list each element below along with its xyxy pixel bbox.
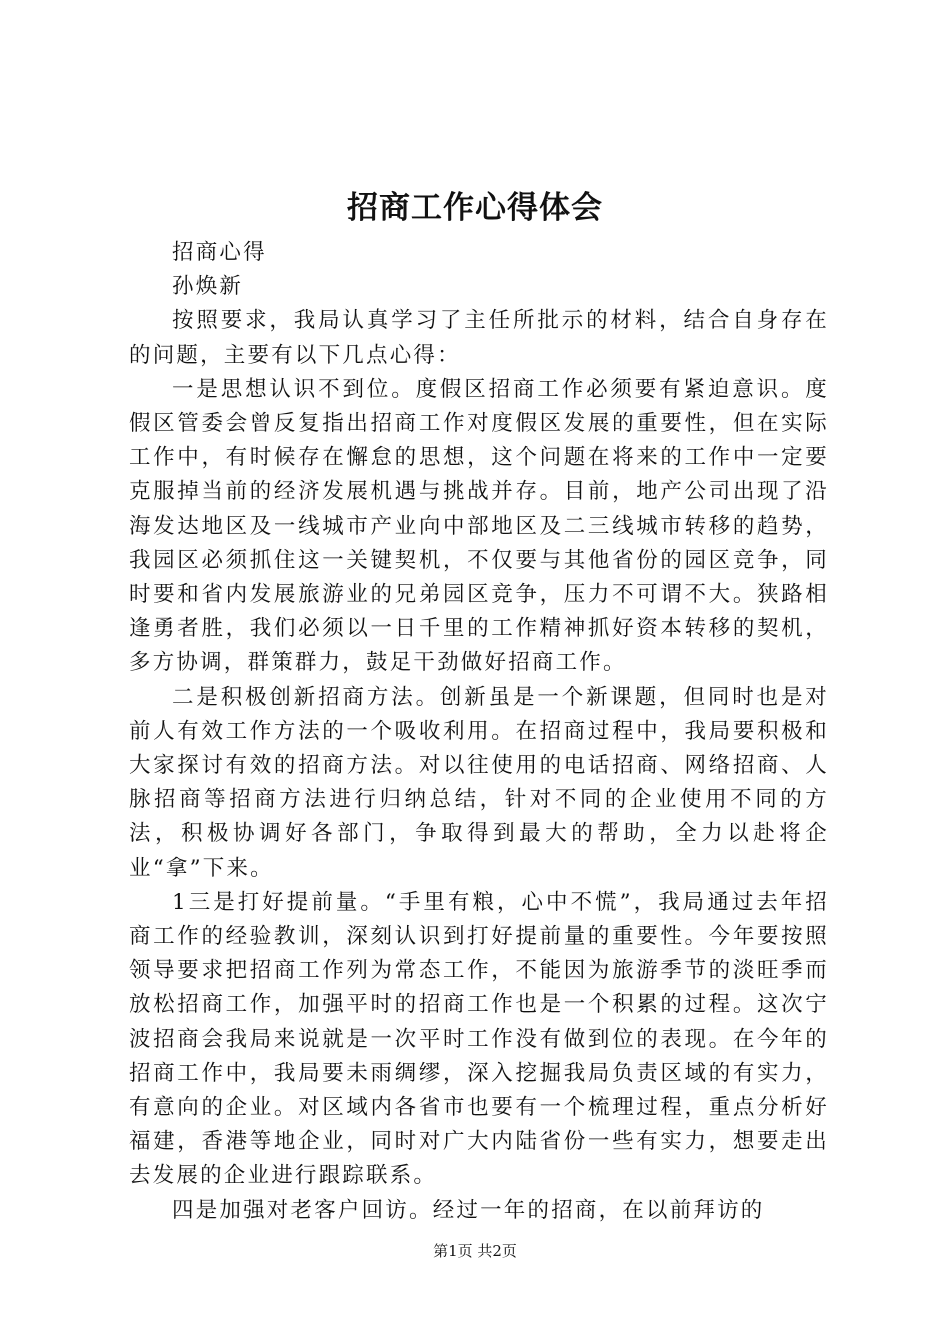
page-number-footer: 第1页 共2页 — [433, 1242, 517, 1260]
subtitle-line: 招商心得 — [172, 240, 267, 265]
paragraph-point-3: 1三是打好提前量。“手里有粮，心中不慌”，我局通过去年招商工作的经验教训，深刻认识到打好提前量的重要性。今年要按照领导要求把招商工作列为常态工作，不能因为旅游季节的淡旺季而放松招商工作，加强平时的招商工作也是一个积累的过程。这次宁波招商会我局来说就是一次平时工作没有做到位的表现。在今年的招商工作中，我局要未雨绸缪，深入挖掘我局负责区域的有实力，有意向的企业。对区域内各省市也要有一个梳理过程，重点分析好福建，香港等地企业，同时对广大内陆省份一些有实力，想要走出去发展的企业进行跟踪联系。 — [129, 889, 829, 1189]
document-body — [129, 236, 829, 1228]
paragraph-point-2: 二是积极创新招商方法。创新虽是一个新课题，但同时也是对前人有效工作方法的一个吸收利用。在招商过程中，我局要积极和大家探讨有效的招商方法。对以往使用的电话招商、网络招商、人脉招商等招商方法进行归纳总结，针对不同的企业使用不同的方法，积极协调好各部门，争取得到最大的帮助，全力以赴将企业“拿”下来。 — [129, 684, 829, 881]
paragraph-intro: 按照要求，我局认真学习了主任所批示的材料，结合自身存在的问题，主要有以下几点心得： — [129, 308, 829, 368]
paragraph-point-4: 四是加强对老客户回访。经过一年的招商，在以前拜访的 — [172, 1197, 765, 1223]
author-line: 孙焕新 — [172, 274, 244, 300]
paragraph-point-1: 一是思想认识不到位。度假区招商工作必须要有紧迫意识。度假区管委会曾反复指出招商工作对度假区发展的重要性，但在实际工作中，有时候存在懈怠的思想，这个问题在将来的工作中一定要克服掉当前的经济发展机遇与挑战并存。目前，地产公司出现了沿海发达地区及一线城市产业向中部地区及二三线城市转移的趋势，我园区必须抓住这一关键契机，不仅要与其他省份的园区竞争，同时要和省内发展旅游业的兄弟园区竞争，压力不可谓不大。狭路相逢勇者胜，我们必须以一日千里的工作精神抓好资本转移的契机，多方协调，群策群力，鼓足干劲做好招商工作。 — [129, 376, 829, 676]
document-title: 招商工作心得体会 — [347, 190, 603, 226]
